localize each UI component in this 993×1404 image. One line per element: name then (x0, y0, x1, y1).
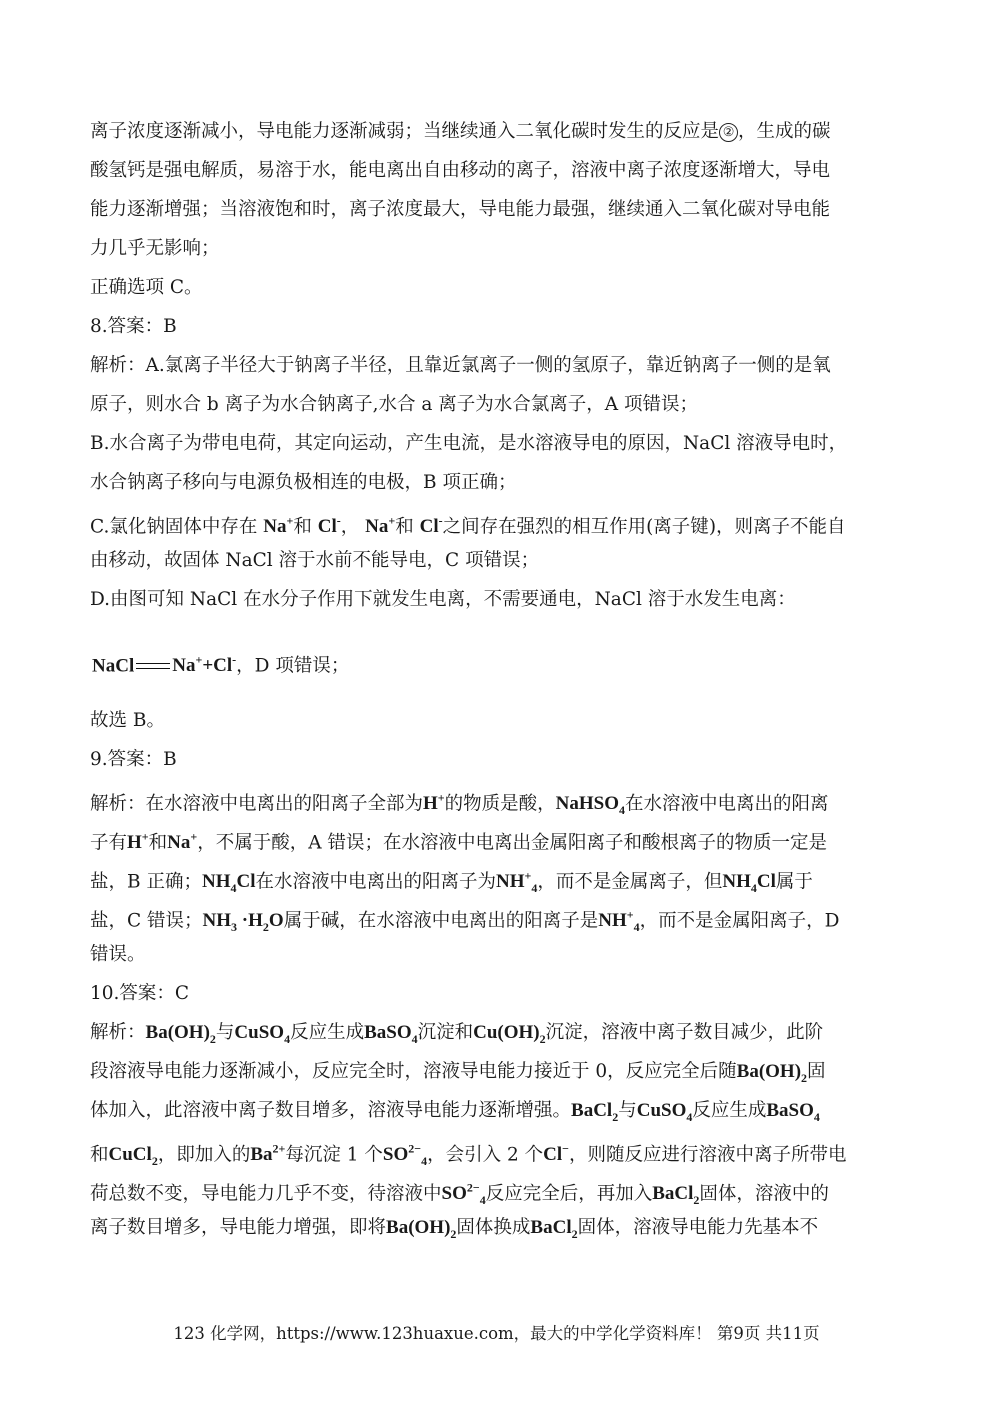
text-line: D.由图可知 NaCl 在水分子作用下就发生电离，不需要通电，NaCl 溶于水发生电离： (90, 589, 796, 610)
text-line: 体加入，此溶液中离子数目增多，溶液导电能力逐渐增强。BaCl$_2$与CuSO$_4$反应生成BaSO$_4$ (90, 1100, 820, 1124)
formula: Na+ (263, 514, 294, 538)
text-line: 盐，B 正确；$NH_4Cl$在水溶液中电离出的阳离子为$NH^+_4$，而不是金属离子，但$NH_4Cl$属于 (90, 869, 813, 896)
text-line: 子有H+和Na+，不属于酸，A 错误；在水溶液中电离出金属阳离子和酸根离子的物质一定是 (90, 830, 827, 854)
formula: Na+ (167, 830, 198, 854)
circled-number: ② (719, 123, 738, 142)
text-line: 由移动，故固体 NaCl 溶于水前不能导电，C 项错误； (90, 550, 540, 571)
text-line: 段溶液导电能力逐渐减小，反应完全时，溶液导电能力接近于 0，反应完全后随$Ba(OH)_2$固 (90, 1061, 826, 1085)
formula: NaHSO$_4$ (555, 793, 626, 818)
text-line: 盐，C 错误；$NH_3 \cdot H_2O$属于碱，在水溶液中电离出的阳离子是$NH^+_4$，而不是金属阳离子，D (90, 908, 840, 935)
formula: H+ (423, 791, 445, 815)
text-line: 故选 B。 (90, 710, 165, 731)
ionization-equation: NaCl Na++Cl-，D 项错误； (92, 653, 350, 677)
answer-heading: 8.答案：B (90, 316, 177, 337)
formula: NaCl (92, 655, 135, 677)
document-body (90, 112, 905, 1247)
formula: $Ba(OH)_2$ (145, 1022, 216, 1046)
equals-sign (136, 663, 170, 669)
text-line: 和CuCl$_2$，即加入的$Ba^{2+}$每沉淀 1 个$SO^{2-}_4$，会引入 2 个Cl−，则随反应进行溶液中离子所带电 (90, 1142, 847, 1169)
text-line: 正确选项 C。 (90, 277, 203, 298)
formula: BaCl$_2$ (652, 1183, 700, 1208)
page-footer: 123 化学网，https://www.123huaxue.com，最大的中学化学资料库！ 第9页 共11页 (173, 1324, 820, 1343)
answer-heading: 9.答案：B (90, 749, 177, 770)
formula: H+ (127, 830, 149, 854)
formula: $SO^{2-}_4$ (441, 1181, 486, 1208)
formula: BaCl$_2$ (571, 1100, 619, 1124)
formula: $Ba(OH)_2$ (736, 1061, 808, 1085)
formula: Cl- (419, 514, 443, 538)
formula: BaCl$_2$ (530, 1217, 578, 1241)
formula: $Ba(OH)_2$ (386, 1217, 457, 1241)
text-line: 水合钠离子移向与电源负极相连的电极，B 项正确； (90, 472, 517, 493)
text-line: 原子，则水合 b 离子为水合钠离子,水合 a 离子为水合氯离子，A 项错误； (90, 394, 699, 415)
formula: $Cu(OH)_2$ (473, 1022, 546, 1046)
formula: Na+ (365, 514, 396, 538)
formula: CuSO$_4$ (636, 1100, 693, 1124)
text-line: 解析：在水溶液中电离出的阳离子全部为H+的物质是酸，NaHSO$_4$在水溶液中电离出的阳离 (90, 791, 829, 818)
formula: BaSO$_4$ (766, 1100, 820, 1124)
formula: $NH^+_4$ (496, 869, 538, 896)
formula: $SO^{2-}_4$ (382, 1142, 428, 1169)
text-line: 离子数目增多，导电能力增强，即将$Ba(OH)_2$固体换成BaCl$_2$固体，溶液导电能力先基本不 (90, 1217, 819, 1241)
text-line: 力几乎无影响； (90, 238, 220, 259)
text-line: 离子浓度逐渐减小，导电能力逐渐减弱；当继续通入二氧化碳时发生的反应是 ② ，生成的碳 (90, 121, 831, 142)
formula: $Ba^{2+}$ (250, 1142, 286, 1166)
text-line: 荷总数不变，导电能力几乎不变，待溶液中$SO^{2-}_4$反应完全后，再加入BaCl$_2$固体，溶液中的 (90, 1181, 829, 1208)
text-line: 错误。 (90, 944, 146, 965)
formula: $NH_4Cl$ (201, 871, 256, 896)
text-line: B.水合离子为带电电荷，其定向运动，产生电流，是水溶液导电的原因，NaCl 溶液导电时， (90, 433, 848, 454)
formula: Cl− (543, 1142, 569, 1166)
formula: BaSO$_4$ (364, 1022, 418, 1046)
formula: CuCl$_2$ (108, 1144, 158, 1169)
answer-heading: 10.答案：C (90, 983, 190, 1004)
formula: $NH_4Cl$ (722, 871, 776, 896)
formula: Na++Cl- (172, 653, 237, 677)
text-line: 解析：A.氯离子半径大于钠离子半径，且靠近氯离子一侧的氢原子，靠近钠离子一侧的是氧 (90, 355, 831, 376)
text-line: 解析：$Ba(OH)_2$与CuSO$_4$反应生成BaSO$_4$沉淀和$Cu(OH)_2$沉淀，溶液中离子数目减少，此阶 (90, 1022, 824, 1046)
formula: $NH_3 \cdot H_2O$ (202, 910, 284, 935)
text-line: 酸氢钙是强电解质，易溶于水，能电离出自由移动的离子，溶液中离子浓度逐渐增大，导电 (90, 160, 831, 181)
text-line: 能力逐渐增强；当溶液饱和时，离子浓度最大，导电能力最强，继续通入二氧化碳对导电能 (90, 199, 831, 220)
formula: $NH^+_4$ (598, 908, 640, 935)
formula: Cl- (317, 514, 341, 538)
formula: CuSO$_4$ (234, 1022, 291, 1046)
text-line: C.氯化钠固体中存在 Na+和 Cl-， Na+和 Cl-之间存在强烈的相互作用(离子键)，则离子不能自 (90, 514, 846, 538)
